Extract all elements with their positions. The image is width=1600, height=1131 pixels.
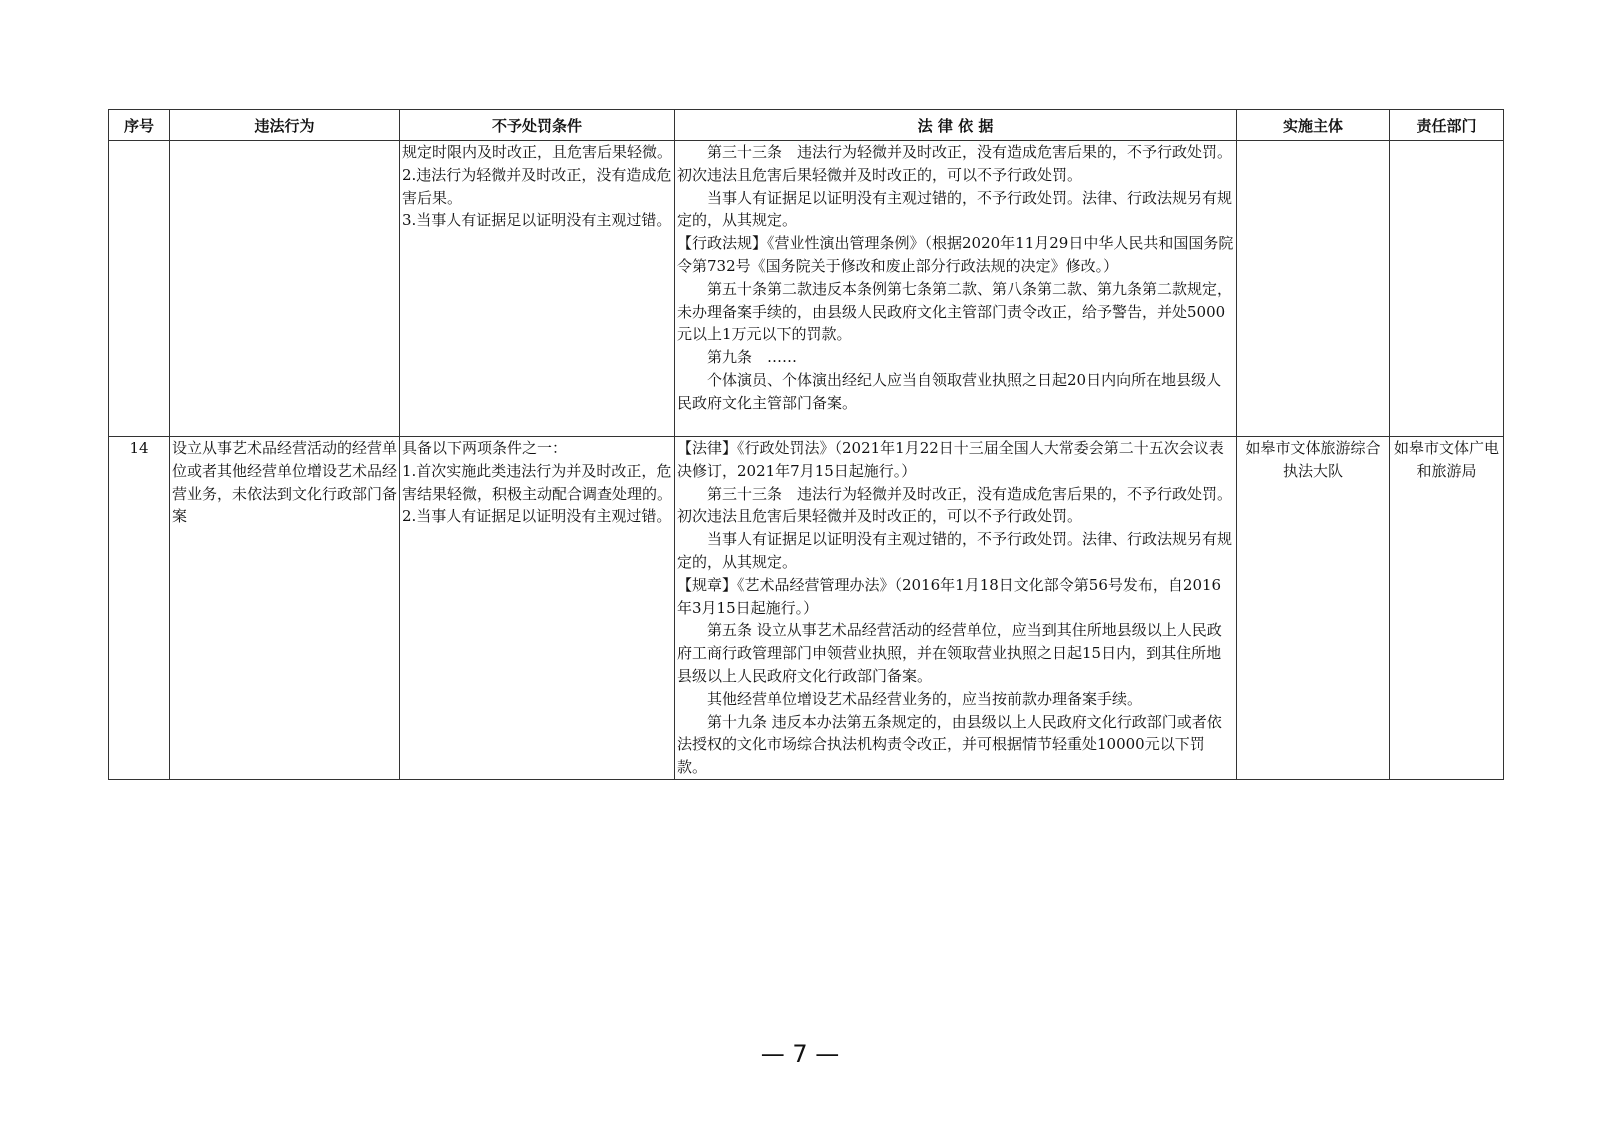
penalty-exemption-table (108, 109, 1504, 780)
table-row (109, 141, 1504, 437)
cell-seq (109, 141, 170, 437)
cell-subject: 如皋市文体旅游综合执法大队 (1237, 437, 1390, 780)
cell-behavior (170, 141, 400, 437)
condition-line: 2.违法行为轻微并及时改正，没有造成危害后果。 (402, 165, 672, 207)
basis-paragraph: 当事人有证据足以证明没有主观过错的，不予行政处罚。法律、行政法规另有规定的，从其规定。 (677, 530, 1233, 571)
table-header-row (109, 110, 1504, 141)
cell-department: 如皋市文体广电和旅游局 (1390, 437, 1504, 780)
basis-paragraph: 【法律】《行政处罚法》（2021年1月22日十三届全国人大常委会第二十五次会议表决修订，2021年7月15日起施行。） (677, 439, 1224, 480)
cell-behavior: 设立从事艺术品经营活动的经营单位或者其他经营单位增设艺术品经营业务，未依法到文化行政部门备案 (170, 437, 400, 780)
basis-paragraph: 当事人有证据足以证明没有主观过错的，不予行政处罚。法律、行政法规另有规定的，从其规定。 (677, 188, 1233, 230)
basis-paragraph: 第三十三条 违法行为轻微并及时改正，没有造成危害后果的，不予行政处罚。初次违法且危害后果轻微并及时改正的，可以不予行政处罚。 (677, 484, 1233, 526)
cell-seq: 14 (109, 437, 170, 780)
header-behavior: 违法行为 (170, 110, 400, 141)
cell-basis (675, 437, 1237, 780)
basis-paragraph: 第九条 …… (707, 348, 798, 367)
header-basis: 法 律 依 据 (675, 110, 1237, 141)
cell-conditions (400, 141, 675, 437)
basis-paragraph: 其他经营单位增设艺术品经营业务的，应当按前款办理备案手续。 (707, 689, 1143, 708)
cell-subject (1237, 141, 1390, 437)
condition-line: 1.首次实施此类违法行为并及时改正，危害结果轻微，积极主动配合调查处理的。 (402, 461, 673, 503)
cell-conditions (400, 437, 675, 780)
basis-paragraph: 【规章】《艺术品经营管理办法》（2016年1月18日文化部令第56号发布，自2016年3月15日起施行。） (677, 575, 1222, 617)
basis-paragraph: 第三十三条 违法行为轻微并及时改正，没有造成危害后果的，不予行政处罚。初次违法且危害后果轻微并及时改正的，可以不予行政处罚。 (677, 143, 1233, 184)
cell-basis (675, 141, 1237, 437)
condition-line: 2.当事人有证据足以证明没有主观过错。 (402, 507, 672, 526)
condition-line: 规定时限内及时改正，且危害后果轻微。 (402, 143, 673, 161)
header-subject: 实施主体 (1237, 110, 1390, 141)
cell-department (1390, 141, 1504, 437)
condition-line: 具备以下两项条件之一： (402, 439, 568, 457)
basis-paragraph: 个体演员、个体演出经纪人应当自领取营业执照之日起20日内向所在地县级人民政府文化主管部门备案。 (677, 370, 1222, 412)
basis-paragraph: 第五条 设立从事艺术品经营活动的经营单位，应当到其住所地县级以上人民政府工商行政管理部门申领营业执照，并在领取营业执照之日起15日内，到其住所地县级以上人民政府文化行政部门备案。 (677, 621, 1222, 685)
page-number: — 7 — (760, 1040, 840, 1068)
header-seq: 序号 (109, 110, 170, 141)
basis-paragraph: 第五十条第二款违反本条例第七条第二款、第八条第二款、第九条第二款规定，未办理备案手续的，由县级人民政府文化主管部门责令改正，给予警告，并处5000元以上1万元以下的罚款。 (677, 279, 1233, 344)
header-conditions: 不予处罚条件 (400, 110, 675, 141)
basis-paragraph: 第十九条 违反本办法第五条规定的，由县级以上人民政府文化行政部门或者依法授权的文化市场综合执法机构责令改正，并可根据情节轻重处10000元以下罚款。 (677, 712, 1222, 777)
basis-paragraph: 【行政法规】《营业性演出管理条例》（根据2020年11月29日中华人民共和国国务院令第732号《国务院关于修改和废止部分行政法规的决定》修改。） (677, 234, 1234, 275)
header-department: 责任部门 (1390, 110, 1504, 141)
table-row (109, 437, 1504, 780)
condition-line: 3.当事人有证据足以证明没有主观过错。 (402, 211, 672, 230)
